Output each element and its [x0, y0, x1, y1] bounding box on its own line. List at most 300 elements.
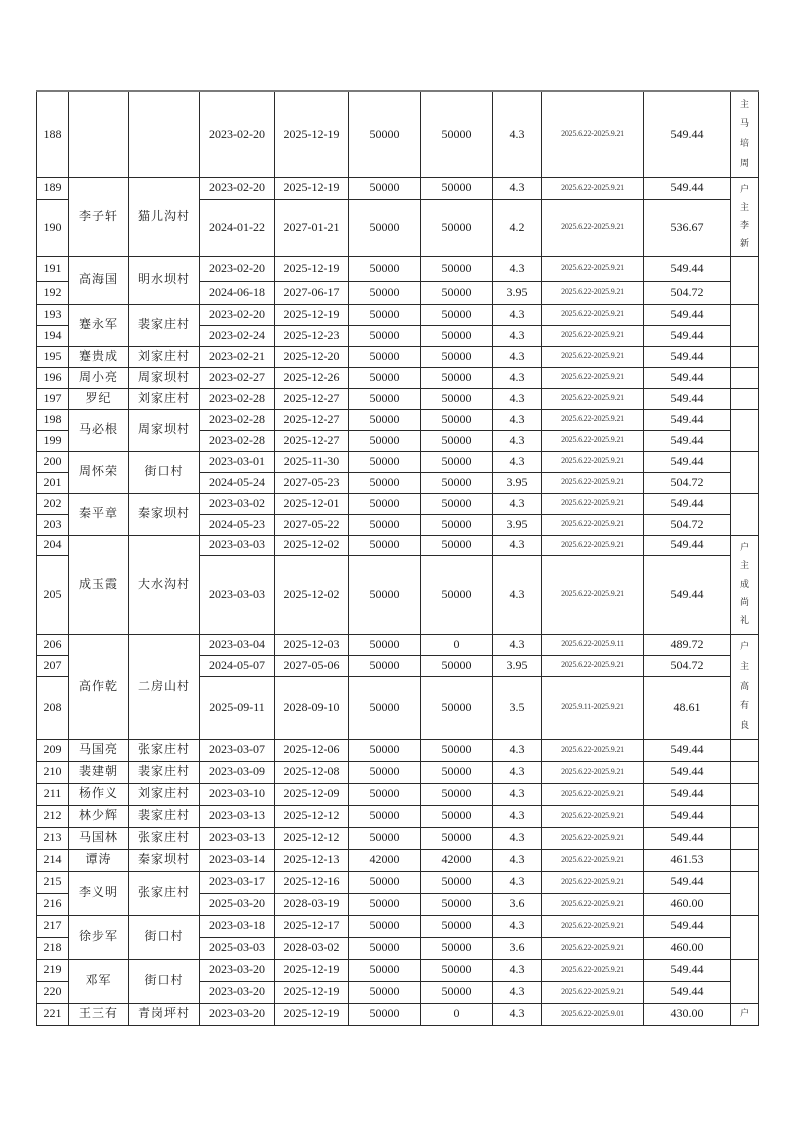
- cell-start-date: 2024-05-23: [200, 514, 275, 535]
- cell-interest-rate: 4.3: [493, 871, 542, 893]
- cell-balance-amount: 50000: [421, 177, 493, 199]
- cell-interest-rate: 4.3: [493, 177, 542, 199]
- cell-row-number: 219: [37, 959, 69, 981]
- cell-row-number: 205: [37, 555, 69, 634]
- remark-vertical-text: [731, 787, 758, 802]
- table-row: [37, 535, 759, 555]
- cell-interest-amount: 549.44: [644, 783, 731, 805]
- cell-start-date: 2023-03-13: [200, 827, 275, 849]
- cell-row-number: 196: [37, 367, 69, 388]
- cell-borrower-name: [69, 91, 129, 177]
- cell-balance-amount: 50000: [421, 676, 493, 739]
- remark-char: 户: [739, 183, 749, 194]
- cell-loan-amount: 50000: [349, 409, 421, 430]
- remark-vertical-text: [731, 497, 758, 532]
- table-row: [37, 493, 759, 514]
- cell-loan-amount: 50000: [349, 325, 421, 346]
- cell-village: 周家坝村: [129, 409, 200, 451]
- cell-loan-amount: 50000: [349, 199, 421, 256]
- remark-vertical-text: [731, 95, 758, 174]
- cell-remark: [731, 493, 759, 535]
- cell-end-date: 2025-12-19: [275, 1003, 349, 1025]
- cell-loan-amount: 50000: [349, 893, 421, 915]
- remark-char: 主: [739, 201, 749, 212]
- remark-char: 户: [739, 641, 749, 652]
- cell-end-date: 2025-12-27: [275, 409, 349, 430]
- remark-char: 尚: [739, 596, 749, 607]
- cell-interest-amount: 504.72: [644, 281, 731, 304]
- cell-interest-period: 2025.6.22-2025.9.21: [542, 91, 644, 177]
- cell-start-date: 2023-03-13: [200, 805, 275, 827]
- cell-borrower-name: 高作乾: [69, 634, 129, 739]
- cell-loan-amount: 50000: [349, 493, 421, 514]
- cell-village: 明水坝村: [129, 256, 200, 304]
- cell-interest-rate: 4.2: [493, 199, 542, 256]
- cell-borrower-name: 林少辉: [69, 805, 129, 827]
- cell-remark: [731, 367, 759, 388]
- cell-loan-amount: 50000: [349, 783, 421, 805]
- cell-start-date: 2024-06-18: [200, 281, 275, 304]
- cell-row-number: 210: [37, 761, 69, 783]
- cell-interest-period: 2025.6.22-2025.9.21: [542, 177, 644, 199]
- cell-interest-amount: 549.44: [644, 346, 731, 367]
- cell-interest-amount: 549.44: [644, 739, 731, 761]
- cell-remark: [731, 409, 759, 451]
- remark-vertical-text: [731, 371, 758, 385]
- cell-balance-amount: 0: [421, 1003, 493, 1025]
- cell-remark: [731, 915, 759, 959]
- cell-balance-amount: 50000: [421, 535, 493, 555]
- cell-interest-period: 2025.9.11-2025.9.21: [542, 676, 644, 739]
- cell-start-date: 2023-03-14: [200, 849, 275, 871]
- table-row: [37, 388, 759, 409]
- remark-char: 主: [739, 660, 749, 671]
- cell-end-date: 2025-12-19: [275, 91, 349, 177]
- cell-balance-amount: 50000: [421, 739, 493, 761]
- cell-loan-amount: 50000: [349, 981, 421, 1003]
- cell-row-number: 215: [37, 871, 69, 893]
- cell-loan-amount: 50000: [349, 959, 421, 981]
- cell-balance-amount: 50000: [421, 304, 493, 325]
- cell-interest-rate: 3.5: [493, 676, 542, 739]
- cell-balance-amount: 50000: [421, 937, 493, 959]
- cell-interest-rate: 3.95: [493, 472, 542, 493]
- cell-interest-amount: 430.00: [644, 1003, 731, 1025]
- cell-balance-amount: 50000: [421, 451, 493, 472]
- cell-end-date: 2025-12-02: [275, 535, 349, 555]
- remark-vertical-text: [731, 181, 758, 253]
- cell-loan-amount: 50000: [349, 388, 421, 409]
- cell-end-date: 2025-12-16: [275, 871, 349, 893]
- cell-remark: [731, 388, 759, 409]
- cell-interest-period: 2025.6.22-2025.9.21: [542, 871, 644, 893]
- cell-end-date: 2027-01-21: [275, 199, 349, 256]
- cell-balance-amount: 50000: [421, 472, 493, 493]
- cell-interest-amount: 549.44: [644, 388, 731, 409]
- cell-end-date: 2025-11-30: [275, 451, 349, 472]
- cell-interest-amount: 549.44: [644, 555, 731, 634]
- remark-vertical-text: [731, 743, 758, 758]
- cell-borrower-name: 秦平章: [69, 493, 129, 535]
- cell-row-number: 199: [37, 430, 69, 451]
- cell-interest-period: 2025.6.22-2025.9.21: [542, 783, 644, 805]
- cell-interest-period: 2025.6.22-2025.9.21: [542, 915, 644, 937]
- cell-interest-rate: 4.3: [493, 346, 542, 367]
- cell-loan-amount: 50000: [349, 472, 421, 493]
- cell-interest-period: 2025.6.22-2025.9.21: [542, 388, 644, 409]
- cell-interest-rate: 4.3: [493, 827, 542, 849]
- cell-balance-amount: 50000: [421, 409, 493, 430]
- cell-end-date: 2025-12-02: [275, 555, 349, 634]
- cell-balance-amount: 50000: [421, 281, 493, 304]
- cell-remark: [731, 346, 759, 367]
- cell-end-date: 2027-05-06: [275, 655, 349, 676]
- cell-interest-period: 2025.6.22-2025.9.21: [542, 827, 644, 849]
- cell-loan-amount: 50000: [349, 451, 421, 472]
- cell-row-number: 189: [37, 177, 69, 199]
- cell-row-number: 203: [37, 514, 69, 535]
- cell-interest-amount: 461.53: [644, 849, 731, 871]
- remark-vertical-text: [731, 809, 758, 824]
- cell-interest-period: 2025.6.22-2025.9.21: [542, 472, 644, 493]
- cell-interest-amount: 460.00: [644, 937, 731, 959]
- cell-end-date: 2025-12-09: [275, 783, 349, 805]
- cell-interest-rate: 4.3: [493, 761, 542, 783]
- cell-village: 张家庄村: [129, 739, 200, 761]
- cell-end-date: 2025-12-26: [275, 367, 349, 388]
- cell-borrower-name: 成玉霞: [69, 535, 129, 634]
- cell-interest-rate: 4.3: [493, 739, 542, 761]
- cell-interest-rate: 4.3: [493, 535, 542, 555]
- cell-end-date: 2025-12-13: [275, 849, 349, 871]
- cell-loan-amount: 50000: [349, 367, 421, 388]
- cell-row-number: 207: [37, 655, 69, 676]
- cell-interest-period: 2025.6.22-2025.9.21: [542, 199, 644, 256]
- cell-start-date: 2023-03-04: [200, 634, 275, 655]
- cell-interest-amount: 549.44: [644, 959, 731, 981]
- cell-village: 周家坝村: [129, 367, 200, 388]
- table-row: [37, 849, 759, 871]
- remark-char: 马: [739, 118, 749, 129]
- cell-interest-rate: 4.3: [493, 430, 542, 451]
- cell-borrower-name: 马必根: [69, 409, 129, 451]
- cell-borrower-name: 李义明: [69, 871, 129, 915]
- cell-balance-amount: 50000: [421, 388, 493, 409]
- cell-end-date: 2025-12-17: [275, 915, 349, 937]
- cell-start-date: 2023-03-10: [200, 783, 275, 805]
- table-row: [37, 871, 759, 893]
- remark-vertical-text: [731, 1007, 758, 1022]
- cell-borrower-name: 王三有: [69, 1003, 129, 1025]
- table-row: [37, 805, 759, 827]
- cell-start-date: 2023-02-28: [200, 409, 275, 430]
- cell-interest-rate: 4.3: [493, 325, 542, 346]
- cell-start-date: 2025-09-11: [200, 676, 275, 739]
- cell-interest-period: 2025.6.22-2025.9.21: [542, 655, 644, 676]
- cell-loan-amount: 50000: [349, 514, 421, 535]
- cell-start-date: 2023-02-28: [200, 430, 275, 451]
- cell-village: 猫儿沟村: [129, 177, 200, 256]
- remark-vertical-text: [731, 875, 758, 912]
- cell-balance-amount: 50000: [421, 367, 493, 388]
- remark-char: 主: [739, 98, 749, 109]
- cell-interest-amount: 549.44: [644, 493, 731, 514]
- cell-interest-rate: 4.3: [493, 388, 542, 409]
- cell-start-date: 2024-05-07: [200, 655, 275, 676]
- cell-interest-rate: 3.6: [493, 937, 542, 959]
- cell-interest-rate: 4.3: [493, 634, 542, 655]
- cell-interest-rate: 4.3: [493, 256, 542, 281]
- cell-row-number: 202: [37, 493, 69, 514]
- cell-remark: [731, 256, 759, 304]
- cell-loan-amount: 50000: [349, 346, 421, 367]
- loan-table: [36, 90, 759, 1026]
- cell-row-number: 201: [37, 472, 69, 493]
- cell-balance-amount: 42000: [421, 849, 493, 871]
- table-row: [37, 959, 759, 981]
- cell-borrower-name: 杨作义: [69, 783, 129, 805]
- table-row: [37, 1003, 759, 1025]
- cell-balance-amount: 50000: [421, 981, 493, 1003]
- cell-interest-amount: 549.44: [644, 256, 731, 281]
- cell-remark: [731, 451, 759, 493]
- remark-vertical-text: [731, 919, 758, 956]
- cell-interest-rate: 3.6: [493, 893, 542, 915]
- cell-row-number: 204: [37, 535, 69, 555]
- cell-end-date: 2025-12-23: [275, 325, 349, 346]
- cell-balance-amount: 50000: [421, 827, 493, 849]
- cell-end-date: 2025-12-08: [275, 761, 349, 783]
- cell-row-number: 214: [37, 849, 69, 871]
- cell-interest-rate: 4.3: [493, 805, 542, 827]
- cell-village: 二房山村: [129, 634, 200, 739]
- cell-interest-rate: 4.3: [493, 981, 542, 1003]
- cell-start-date: 2024-05-24: [200, 472, 275, 493]
- remark-char: 成: [739, 578, 749, 589]
- cell-interest-rate: 4.3: [493, 451, 542, 472]
- cell-row-number: 221: [37, 1003, 69, 1025]
- cell-end-date: 2025-12-03: [275, 634, 349, 655]
- table-row: [37, 91, 759, 177]
- cell-loan-amount: 50000: [349, 634, 421, 655]
- cell-interest-period: 2025.6.22-2025.9.21: [542, 451, 644, 472]
- cell-loan-amount: 50000: [349, 256, 421, 281]
- cell-loan-amount: 50000: [349, 430, 421, 451]
- cell-start-date: 2023-03-03: [200, 535, 275, 555]
- cell-row-number: 197: [37, 388, 69, 409]
- remark-char: 礼: [739, 615, 749, 626]
- cell-start-date: 2023-03-20: [200, 981, 275, 1003]
- cell-end-date: 2025-12-12: [275, 827, 349, 849]
- cell-remark: [731, 805, 759, 827]
- remark-vertical-text: [731, 765, 758, 780]
- cell-balance-amount: 50000: [421, 871, 493, 893]
- cell-start-date: 2025-03-03: [200, 937, 275, 959]
- remark-char: 户: [739, 541, 749, 552]
- cell-interest-period: 2025.6.22-2025.9.21: [542, 281, 644, 304]
- cell-remark: [731, 1003, 759, 1025]
- cell-row-number: 217: [37, 915, 69, 937]
- cell-village: 刘家庄村: [129, 388, 200, 409]
- cell-village: 街口村: [129, 451, 200, 493]
- cell-interest-amount: 549.44: [644, 451, 731, 472]
- cell-interest-rate: 3.95: [493, 281, 542, 304]
- remark-char: 主: [739, 560, 749, 571]
- table-row: [37, 367, 759, 388]
- cell-interest-rate: 4.3: [493, 409, 542, 430]
- cell-loan-amount: 50000: [349, 281, 421, 304]
- cell-interest-amount: 536.67: [644, 199, 731, 256]
- cell-interest-amount: 549.44: [644, 177, 731, 199]
- remark-vertical-text: [731, 963, 758, 1000]
- table-row: [37, 409, 759, 430]
- cell-end-date: 2028-09-10: [275, 676, 349, 739]
- cell-row-number: 213: [37, 827, 69, 849]
- cell-row-number: 200: [37, 451, 69, 472]
- cell-village: 刘家庄村: [129, 346, 200, 367]
- cell-borrower-name: 周小亮: [69, 367, 129, 388]
- cell-borrower-name: 罗纪: [69, 388, 129, 409]
- cell-remark: [731, 634, 759, 739]
- cell-interest-amount: 549.44: [644, 827, 731, 849]
- cell-start-date: 2025-03-20: [200, 893, 275, 915]
- cell-start-date: 2023-02-20: [200, 304, 275, 325]
- cell-interest-amount: 48.61: [644, 676, 731, 739]
- cell-row-number: 206: [37, 634, 69, 655]
- cell-interest-period: 2025.6.22-2025.9.01: [542, 1003, 644, 1025]
- cell-end-date: 2028-03-19: [275, 893, 349, 915]
- remark-vertical-text: [731, 308, 758, 343]
- cell-start-date: 2023-03-03: [200, 555, 275, 634]
- cell-end-date: 2025-12-12: [275, 805, 349, 827]
- table-row: [37, 177, 759, 199]
- cell-remark: [731, 783, 759, 805]
- cell-borrower-name: 蹇永军: [69, 304, 129, 346]
- cell-balance-amount: 50000: [421, 959, 493, 981]
- cell-interest-period: 2025.6.22-2025.9.21: [542, 346, 644, 367]
- cell-end-date: 2025-12-19: [275, 256, 349, 281]
- cell-interest-rate: 4.3: [493, 555, 542, 634]
- cell-interest-amount: 549.44: [644, 409, 731, 430]
- cell-remark: [731, 827, 759, 849]
- cell-interest-amount: 549.44: [644, 430, 731, 451]
- cell-start-date: 2023-02-20: [200, 91, 275, 177]
- table-row: [37, 739, 759, 761]
- cell-village: 裴家庄村: [129, 805, 200, 827]
- cell-end-date: 2025-12-01: [275, 493, 349, 514]
- cell-village: 裴家庄村: [129, 304, 200, 346]
- cell-interest-amount: 549.44: [644, 91, 731, 177]
- cell-borrower-name: 李子轩: [69, 177, 129, 256]
- cell-balance-amount: 50000: [421, 256, 493, 281]
- cell-loan-amount: 50000: [349, 805, 421, 827]
- cell-village: 裴家庄村: [129, 761, 200, 783]
- cell-interest-rate: 4.3: [493, 304, 542, 325]
- cell-remark: [731, 959, 759, 1003]
- cell-end-date: 2027-05-22: [275, 514, 349, 535]
- cell-interest-amount: 549.44: [644, 981, 731, 1003]
- cell-interest-period: 2025.6.22-2025.9.21: [542, 409, 644, 430]
- cell-village: 张家庄村: [129, 871, 200, 915]
- cell-remark: [731, 177, 759, 256]
- cell-balance-amount: 50000: [421, 893, 493, 915]
- cell-end-date: 2028-03-02: [275, 937, 349, 959]
- cell-village: [129, 91, 200, 177]
- remark-char: 户: [739, 1008, 749, 1019]
- remark-char: 良: [739, 719, 749, 730]
- cell-interest-period: 2025.6.22-2025.9.21: [542, 937, 644, 959]
- cell-remark: [731, 91, 759, 177]
- cell-loan-amount: 50000: [349, 91, 421, 177]
- cell-loan-amount: 50000: [349, 827, 421, 849]
- cell-start-date: 2023-03-17: [200, 871, 275, 893]
- cell-end-date: 2025-12-27: [275, 388, 349, 409]
- cell-interest-rate: 4.3: [493, 849, 542, 871]
- cell-interest-amount: 549.44: [644, 871, 731, 893]
- cell-interest-rate: 3.95: [493, 514, 542, 535]
- cell-start-date: 2023-02-27: [200, 367, 275, 388]
- cell-end-date: 2025-12-19: [275, 981, 349, 1003]
- cell-interest-rate: 4.3: [493, 91, 542, 177]
- cell-loan-amount: 50000: [349, 555, 421, 634]
- cell-borrower-name: 蹇贵成: [69, 346, 129, 367]
- cell-start-date: 2023-03-18: [200, 915, 275, 937]
- cell-interest-rate: 4.3: [493, 783, 542, 805]
- cell-balance-amount: 50000: [421, 783, 493, 805]
- cell-borrower-name: 高海国: [69, 256, 129, 304]
- cell-start-date: 2023-02-21: [200, 346, 275, 367]
- cell-row-number: 208: [37, 676, 69, 739]
- remark-vertical-text: [731, 455, 758, 490]
- cell-balance-amount: 50000: [421, 805, 493, 827]
- table-row: [37, 634, 759, 655]
- cell-balance-amount: 50000: [421, 555, 493, 634]
- cell-interest-period: 2025.6.22-2025.9.21: [542, 304, 644, 325]
- cell-row-number: 192: [37, 281, 69, 304]
- remark-char: 李: [739, 219, 749, 230]
- cell-loan-amount: 50000: [349, 739, 421, 761]
- cell-interest-amount: 549.44: [644, 761, 731, 783]
- cell-row-number: 198: [37, 409, 69, 430]
- cell-end-date: 2025-12-27: [275, 430, 349, 451]
- cell-interest-amount: 549.44: [644, 535, 731, 555]
- cell-borrower-name: 谭涛: [69, 849, 129, 871]
- cell-borrower-name: 马国亮: [69, 739, 129, 761]
- cell-row-number: 218: [37, 937, 69, 959]
- cell-loan-amount: 50000: [349, 915, 421, 937]
- cell-interest-period: 2025.6.22-2025.9.21: [542, 367, 644, 388]
- cell-end-date: 2025-12-06: [275, 739, 349, 761]
- cell-interest-amount: 489.72: [644, 634, 731, 655]
- cell-interest-period: 2025.6.22-2025.9.21: [542, 849, 644, 871]
- loan-table-body: [37, 91, 759, 1025]
- cell-end-date: 2025-12-19: [275, 177, 349, 199]
- cell-interest-period: 2025.6.22-2025.9.21: [542, 739, 644, 761]
- cell-row-number: 194: [37, 325, 69, 346]
- cell-loan-amount: 50000: [349, 937, 421, 959]
- cell-interest-period: 2025.6.22-2025.9.21: [542, 761, 644, 783]
- remark-vertical-text: [731, 638, 758, 736]
- cell-loan-amount: 50000: [349, 304, 421, 325]
- cell-remark: [731, 304, 759, 346]
- cell-loan-amount: 50000: [349, 676, 421, 739]
- cell-village: 秦家坝村: [129, 493, 200, 535]
- cell-end-date: 2025-12-20: [275, 346, 349, 367]
- cell-row-number: 188: [37, 91, 69, 177]
- cell-loan-amount: 50000: [349, 1003, 421, 1025]
- cell-row-number: 216: [37, 893, 69, 915]
- cell-interest-amount: 460.00: [644, 893, 731, 915]
